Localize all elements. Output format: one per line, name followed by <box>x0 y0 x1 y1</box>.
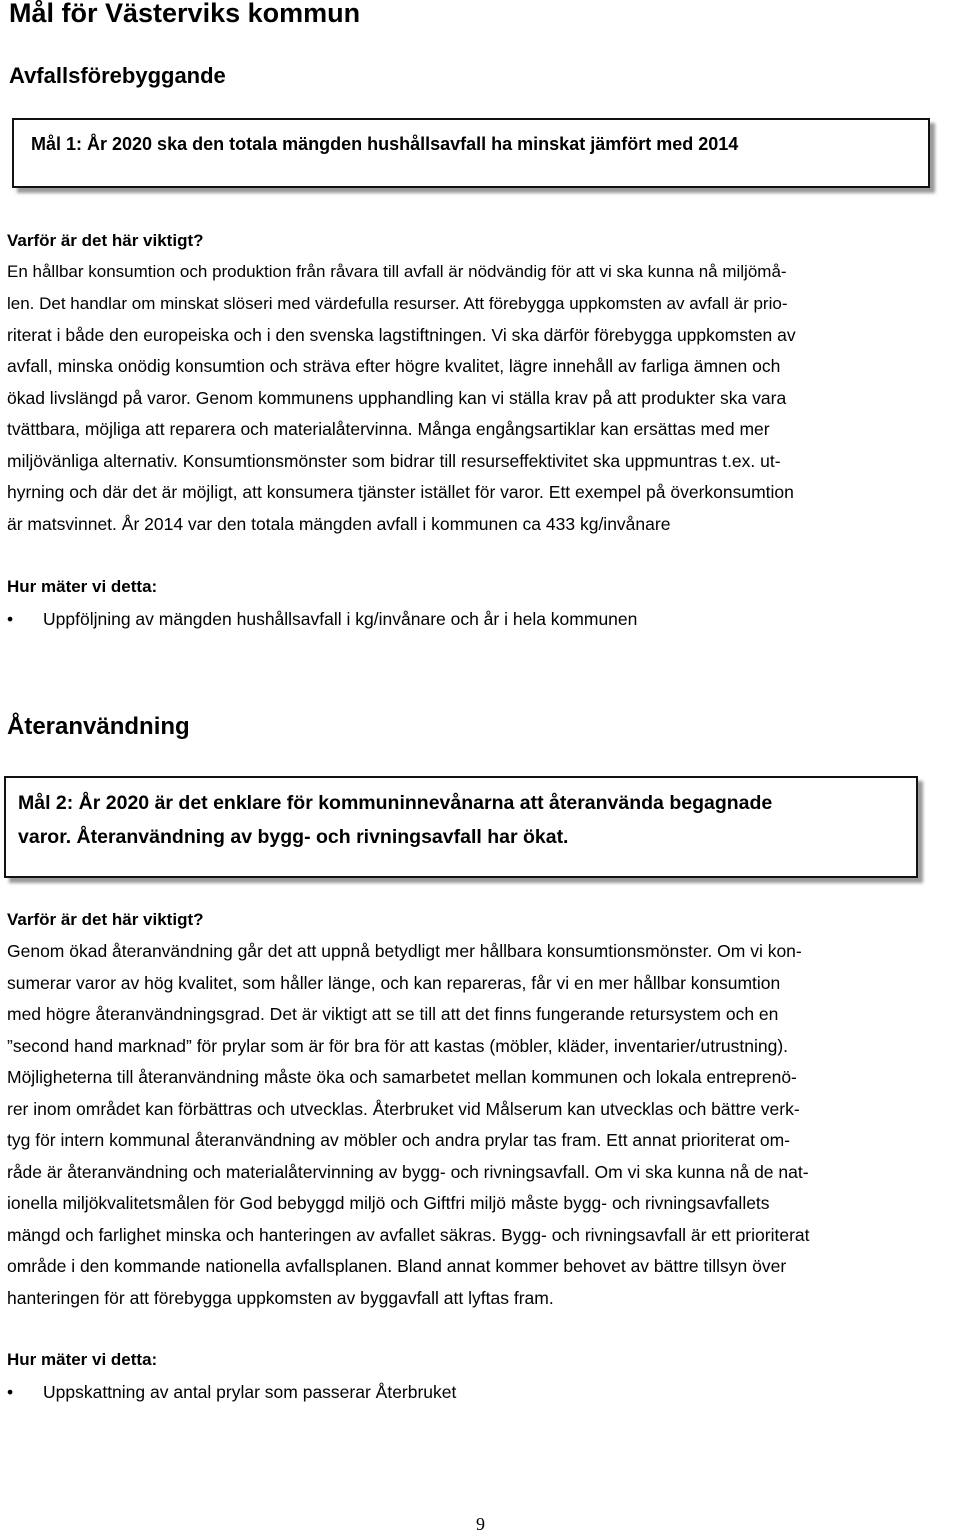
bullet-icon: • <box>7 609 14 629</box>
page-title: Mål för Västerviks kommun <box>9 0 361 28</box>
body-line: är matsvinnet. År 2014 var den totala mängden avfall i kommunen ca 433 kg/invånare <box>7 514 671 534</box>
body-line: råde är återanvändning och materialåtervinning av bygg- och rivningsavfall. Om vi ska kunna nå de nat- <box>7 1162 809 1182</box>
measure-label-1: Hur mäter vi detta: <box>7 577 158 596</box>
body-line: tvättbara, möjliga att reparera och materialåtervinna. Många engångsartiklar kan ersättas med mer <box>7 419 770 439</box>
list-item <box>7 609 767 633</box>
body-line: område i den kommande nationella avfallsplanen. Bland annat kommer behovet av bättre tillsyn över <box>7 1256 787 1276</box>
why-label-1: Varför är det här viktigt? <box>7 231 204 250</box>
goal-2-line: Mål 2: År 2020 är det enklare för kommuninnevånarna att återanvända begagnade <box>18 792 773 814</box>
body-line: hanteringen för att förebygga uppkomsten av byggavfall att lyftas fram. <box>7 1288 554 1308</box>
body-line: ”second hand marknad” för prylar som är för bra för att kastas (möbler, kläder, inventarier/utrustning). <box>7 1036 789 1056</box>
page-number: 9 <box>476 1514 485 1534</box>
body-line: len. Det handlar om minskat slöseri med värdefulla resurser. Att förebygga uppkomsten av avfall är prio- <box>7 294 788 313</box>
body-line: riterat i både den europeiska och i den svenska lagstiftningen. Vi ska därför förebygga uppkomsten av <box>7 325 796 345</box>
section-heading-ateranvandning: Återanvändning <box>7 713 190 740</box>
goal-2-text <box>18 786 898 854</box>
body-line: avfall, minska onödig konsumtion och sträva efter högre kvalitet, lägre innehåll av farliga ämnen och <box>7 356 781 376</box>
measure-item-2: Uppskattning av antal prylar som passerar Återbruket <box>43 1382 457 1402</box>
goal-2-line: varor. Återanvändning av bygg- och rivningsavfall har ökat. <box>18 826 569 848</box>
body-line: Möjligheterna till återanvändning måste öka och samarbetet mellan kommunen och lokala entreprenö- <box>7 1067 797 1087</box>
body-line: ionella miljökvalitetsmålen för God bebyggd miljö och Giftfri miljö måste bygg- och rivningsavfallets <box>7 1193 770 1213</box>
body-line: ökad livslängd på varor. Genom kommunens upphandling kan vi ställa krav på att produkter ska vara <box>7 388 787 408</box>
body-line: mängd och farlighet minska och hanteringen av avfallet säkras. Bygg- och rivningsavfall är ett prioriterat <box>7 1225 810 1245</box>
body-line: rer inom området kan förbättras och utvecklas. Återbruket vid Målserum kan utvecklas och bättre verk- <box>7 1099 800 1119</box>
goal-box-2 <box>4 776 918 878</box>
goal-1-text: Mål 1: År 2020 ska den totala mängden hushållsavfall ha minskat jämfört med 2014 <box>31 134 739 154</box>
body-line: tyg för intern kommunal återanvändning av möbler och andra prylar tas fram. Ett annat prioriterat om- <box>7 1130 791 1150</box>
body-line: sumerar varor av hög kvalitet, som håller länge, och kan repareras, får vi en mer hållbar konsumtion <box>7 973 781 993</box>
goal-box-1 <box>12 118 930 188</box>
body-line: En hållbar konsumtion och produktion från råvara till avfall är nödvändig för att vi ska kunna nå miljömå- <box>7 262 787 281</box>
body-line: hyrning och där det är möjligt, att konsumera tjänster istället för varor. Ett exempel på överkonsumtion <box>7 482 794 502</box>
measure-label-2: Hur mäter vi detta: <box>7 1350 158 1369</box>
list-item <box>7 1382 567 1406</box>
body-line: Genom ökad återanvändning går det att uppnå betydligt mer hållbara konsumtionsmönster. Om vi kon- <box>7 941 802 961</box>
measure-item-1: Uppföljning av mängden hushållsavfall i kg/invånare och år i hela kommunen <box>43 609 638 629</box>
body-line: med högre återanvändningsgrad. Det är viktigt att se till att det finns fungerande retursystem och en <box>7 1004 779 1024</box>
why-label-2: Varför är det här viktigt? <box>7 910 204 929</box>
body-line: miljövänliga alternativ. Konsumtionsmönster som bidrar till resurseffektivitet ska uppmuntras t.ex. ut- <box>7 451 781 471</box>
bullet-icon: • <box>7 1382 14 1402</box>
section-heading-avfallsforebyggande: Avfallsförebyggande <box>9 63 226 88</box>
